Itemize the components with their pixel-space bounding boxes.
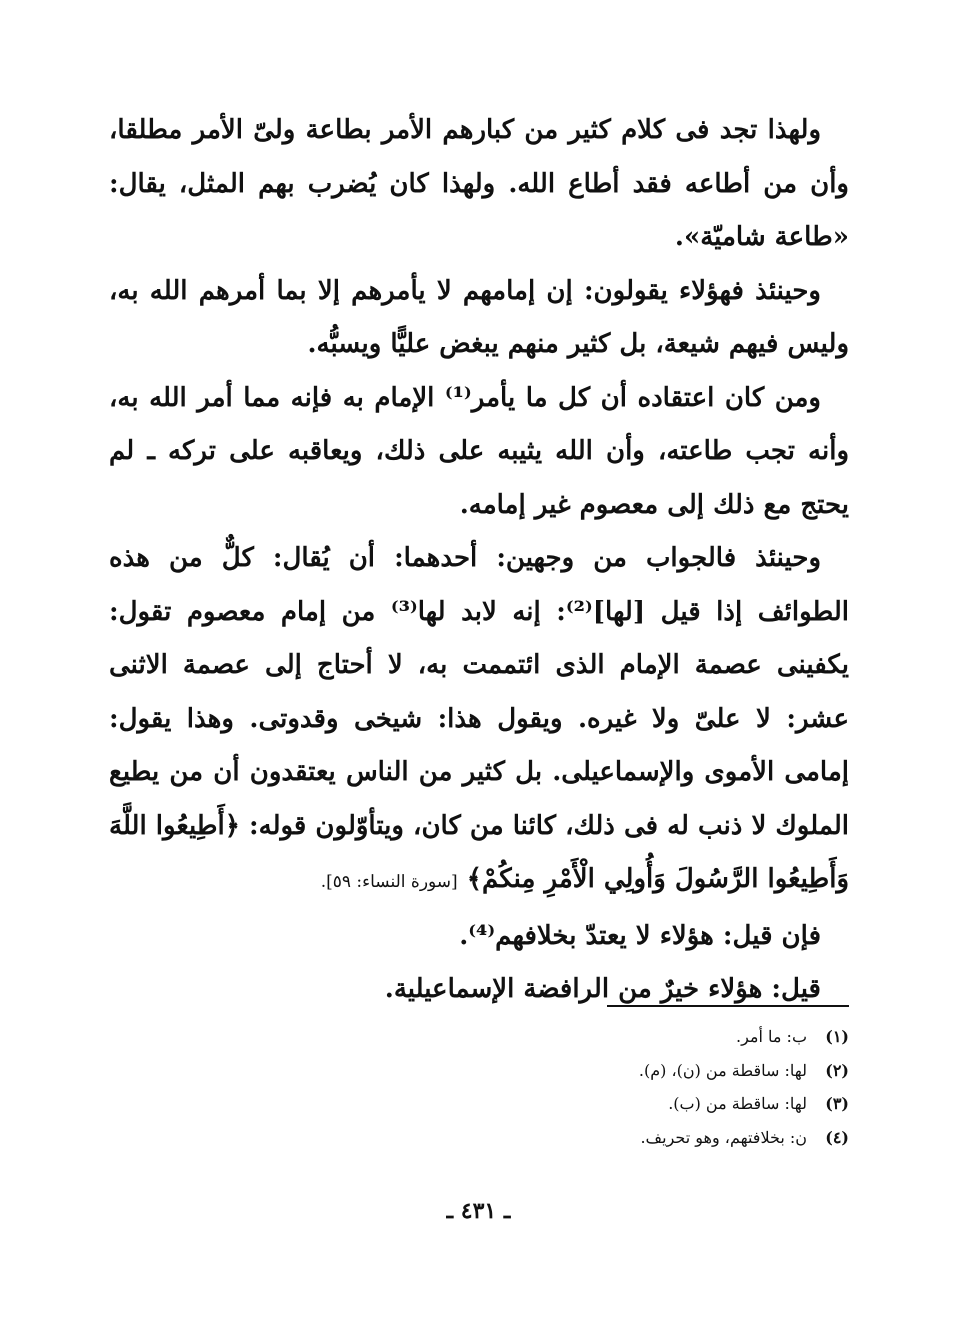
main-text <box>109 104 849 1017</box>
footnote-number: (٤) <box>825 1127 849 1147</box>
paragraph-3: ومن كان اعتقاده أن كل ما يأمر⁽¹⁾ الإمام به فإنه مما أمر الله به، وأنه تجب طاعته، وأن الله يثيبه على ذلك، ويعاقبه على تركه ـ لم يحتج مع ذلك إلى معصوم غير إمامه. <box>109 382 849 520</box>
footnote-text: لها: ساقطة من (ن)، (م). <box>638 1060 807 1080</box>
footnote-3 <box>249 1087 849 1121</box>
footnotes <box>249 1020 849 1154</box>
footnote-number: (٢) <box>825 1060 849 1080</box>
footnote-4 <box>249 1121 849 1155</box>
answer-line: قيل: هؤلاء خيرٌ من الرافضة الإسماعيلية. <box>384 974 821 1004</box>
paragraph-2: وحينئذ فهؤلاء يقولون: إن إمامهم لا يأمرهم إلا بما أمرهم الله به، وليس فيهم شيعة، بل كثير منهم يبغض عليًّا ويسبُّه. <box>109 275 849 359</box>
paragraph-4 <box>109 532 849 910</box>
footnote-number: (٣) <box>825 1094 849 1113</box>
paragraph-4-text: وحينئذ فالجواب من وجهين: أحدهما: أن يُقال: كلٌّ من هذه الطوائف إذا قيل [لها]⁽²⁾: إنه لابد لها⁽³⁾ من إمام معصوم تقول: يكفينى عصمة الإمام الذى ائتممت به، لا أحتاج إلى عصمة الاثنى عشر: لا علىّ ولا غيره. ويقول هذا: شيخى وقدوتى. وهذا يقول: إمامى الأموى والإسماعيلى. بل كثير من الناس يعتقدون أن من يطيع الملوك لا ذنب له فى ذلك، كائنا من كان، ويتأوّلون قوله: ﴿أَطِيعُوا اللَّهَ وَأَطِيعُوا الرَّسُولَ وَأُولِي الْأَمْرِ مِنكُمْ﴾ <box>109 543 850 894</box>
paragraph-1: ولهذا تجد فى كلام كثير من كبارهم الأمر بطاعة ولىّ الأمر مطلقا، وأن من أطاعه فقد أطاع الله. ولهذا كان يُضرب بهم المثل، يقال: «طاعة شاميّة». <box>109 115 849 252</box>
footnote-text: ن: بخلافتهم، وهو تحريف. <box>640 1127 807 1147</box>
footnote-number: (١) <box>825 1027 849 1046</box>
footnote-text: ب: ما أمر. <box>736 1027 807 1046</box>
footnote-text: لها: ساقطة من (ب). <box>668 1094 807 1113</box>
footnote-divider <box>607 1005 849 1007</box>
question-line: فإن قيل: هؤلاء لا يعتدّ بخلافهم⁽⁴⁾. <box>459 920 821 951</box>
footnote-2 <box>249 1054 849 1088</box>
verse-reference: [سورة النساء: ٥٩]. <box>320 872 458 892</box>
footnote-1 <box>249 1020 849 1054</box>
page-number: ـ ٤٣١ ـ <box>446 1198 511 1224</box>
